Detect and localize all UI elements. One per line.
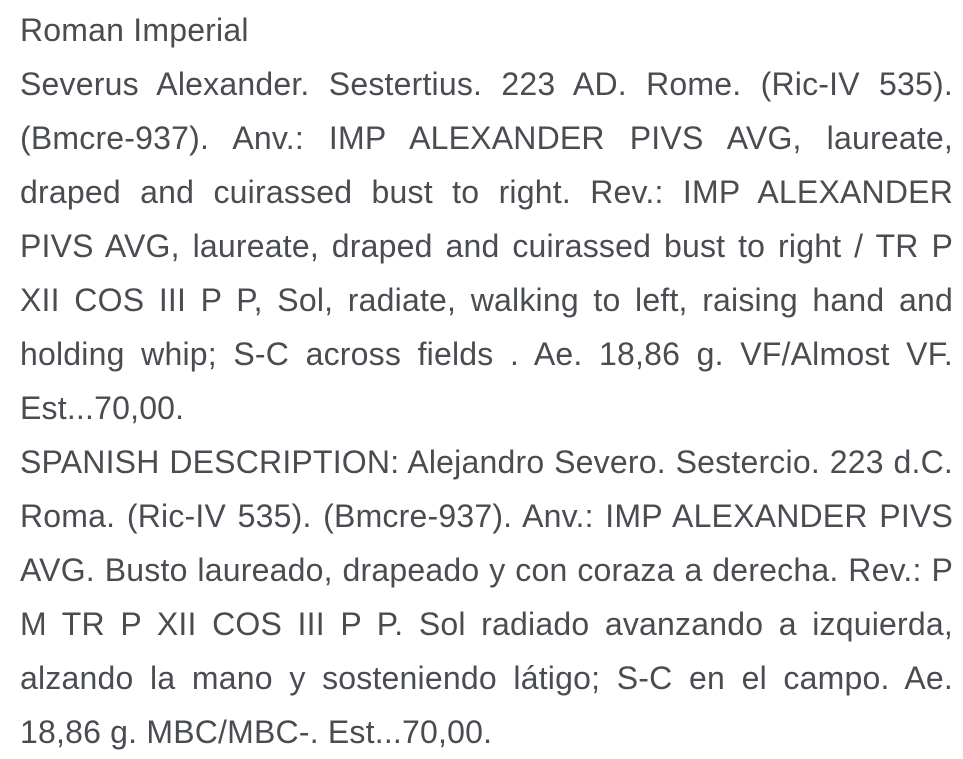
description-line-en: PIVS AVG, laureate, draped and cuirassed bust to right / TR P <box>20 228 953 264</box>
description-line-es: AVG. Busto laureado, drapeado y con coraza a derecha. Rev.: P <box>20 552 953 588</box>
category-line: Roman Imperial <box>20 12 249 48</box>
description-line-en: draped and cuirassed bust to right. Rev.: IMP ALEXANDER <box>20 174 953 210</box>
description-line-en: Severus Alexander. Sestertius. 223 AD. Rome. (Ric-IV 535). <box>20 66 953 102</box>
description-line-es: 18,86 g. MBC/MBC-. Est...70,00. <box>20 714 493 750</box>
description-line-es: SPANISH DESCRIPTION: Alejandro Severo. Sestercio. 223 d.C. <box>20 444 953 480</box>
description-line-en: Est...70,00. <box>20 390 185 426</box>
description-line-es: alzando la mano y sosteniendo látigo; S-C en el campo. Ae. <box>20 660 953 696</box>
description-line-en: (Bmcre-937). Anv.: IMP ALEXANDER PIVS AVG, laureate, <box>20 120 953 156</box>
description-line-es: Roma. (Ric-IV 535). (Bmcre-937). Anv.: IMP ALEXANDER PIVS <box>20 498 953 534</box>
description-line-en: XII COS III P P, Sol, radiate, walking to left, raising hand and <box>20 282 953 318</box>
description-line-en: holding whip; S-C across fields . Ae. 18,86 g. VF/Almost VF. <box>20 336 953 372</box>
description-line-es: M TR P XII COS III P P. Sol radiado avanzando a izquierda, <box>20 606 953 642</box>
